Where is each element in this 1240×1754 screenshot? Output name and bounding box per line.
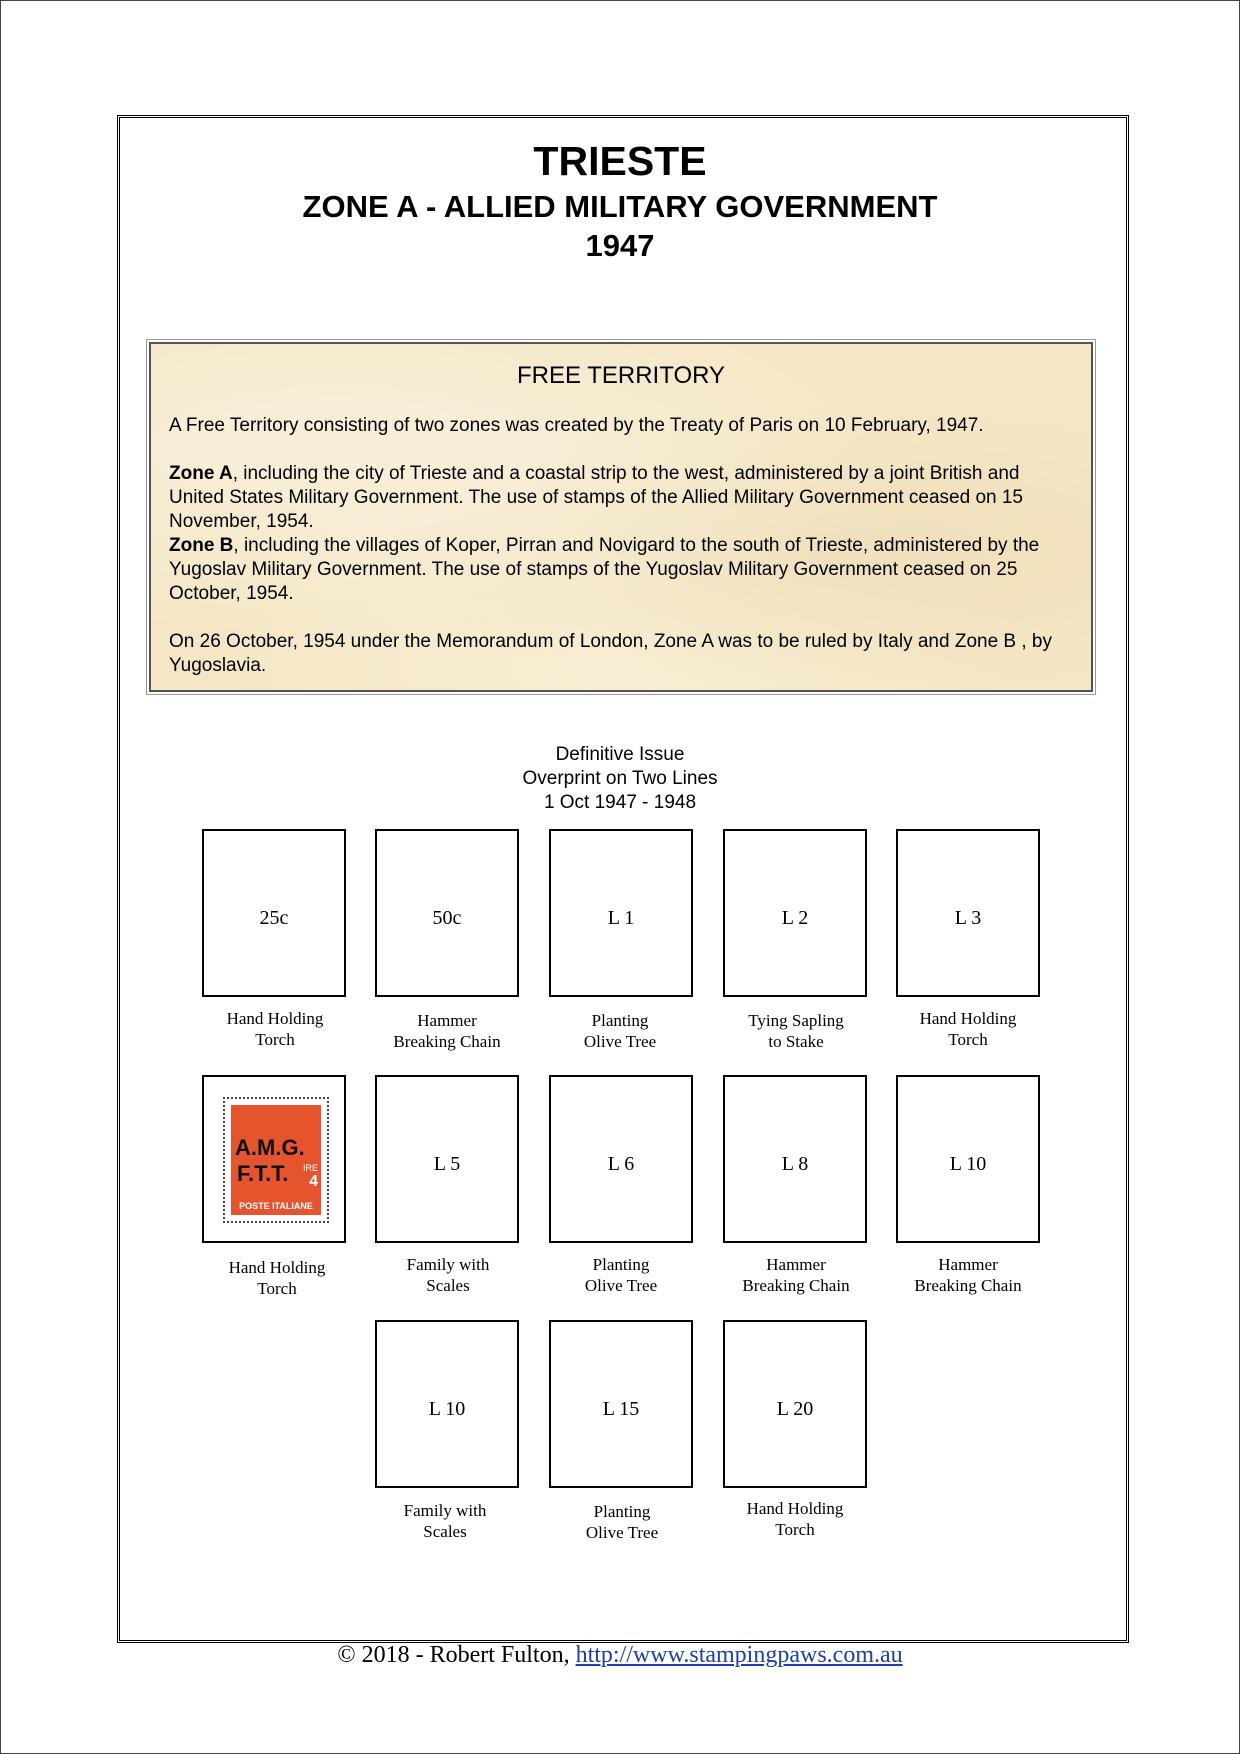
stamp-caption	[357, 1010, 537, 1052]
info-zone-a	[169, 462, 1073, 534]
caption-line: Planting	[592, 1255, 650, 1274]
stamp-denomination: L 6	[607, 1153, 635, 1175]
caption-line: Breaking Chain	[914, 1276, 1022, 1295]
footer-copyright: © 2018 - Robert Fulton,	[337, 1642, 576, 1668]
stamp-box[interactable]	[723, 1320, 867, 1488]
info-title: FREE TERRITORY	[516, 362, 726, 389]
stamp-box[interactable]	[375, 1320, 519, 1488]
free-territory-info-box	[149, 342, 1093, 692]
stamp-caption	[878, 1008, 1058, 1050]
zone-b-label: Zone B	[169, 535, 234, 556]
stamp-caption	[878, 1254, 1058, 1296]
caption-line: Scales	[426, 1276, 470, 1295]
caption-line: Family with	[403, 1501, 487, 1520]
caption-line: Hand Holding	[746, 1499, 844, 1518]
zone-a-text: , including the city of Trieste and a coastal strip to the west, administered by a joint British and United States Military Government. The use of stamps of the Allied Military Government ceased on 15 November, 1954.	[169, 463, 1023, 532]
stamp-denomination: L 10	[428, 1398, 466, 1420]
stamp-box[interactable]	[375, 1075, 519, 1243]
overprint-amg: A.M.G.	[235, 1135, 305, 1160]
caption-line: Breaking Chain	[742, 1276, 850, 1295]
caption-line: Hand Holding	[228, 1258, 326, 1277]
stamp-box[interactable]	[549, 1075, 693, 1243]
stamp-box[interactable]	[896, 829, 1040, 997]
stamp-denomination: L 20	[776, 1398, 814, 1420]
caption-line: Hammer	[938, 1255, 998, 1274]
stamp-lire: IRE	[302, 1163, 318, 1173]
zone-b-text: , including the villages of Koper, Pirran and Novigard to the south of Trieste, administered by the Yugoslav Military Government. The use of stamps of the Yugoslav Military Government ceased on 25 October, 1954.	[169, 535, 1040, 604]
stamp-denomination: L 10	[949, 1153, 987, 1175]
stamp-caption	[355, 1500, 535, 1542]
caption-line: Breaking Chain	[393, 1032, 501, 1051]
caption-line: Tying Sapling	[748, 1011, 844, 1030]
stamp-artwork	[231, 1105, 321, 1215]
stamp-box[interactable]	[202, 829, 346, 997]
info-paragraph-final: On 26 October, 1954 under the Memorandum of London, Zone A was to be ruled by Italy and Zone B , by Yugoslavia.	[169, 631, 1052, 676]
page-title: TRIESTE	[533, 138, 707, 184]
stamp-caption	[358, 1254, 538, 1296]
caption-line: Planting	[591, 1011, 649, 1030]
stamp-caption	[705, 1498, 885, 1540]
stamp-denomination: L 2	[781, 907, 809, 929]
caption-line: Family with	[406, 1255, 490, 1274]
stamp-box[interactable]	[723, 1075, 867, 1243]
issue-subtitle: Overprint on Two Lines	[522, 768, 718, 789]
stamp-poste-italiane: POSTE ITALIANE	[239, 1201, 313, 1211]
stamp-caption	[532, 1501, 712, 1543]
footer-link[interactable]: http://www.stampingpaws.com.au	[575, 1642, 903, 1668]
caption-line: Olive Tree	[583, 1032, 657, 1051]
stamp-denomination: 25c	[259, 907, 289, 929]
stamp-value: 4	[309, 1173, 318, 1190]
stamp-denomination: L 8	[781, 1153, 809, 1175]
issue-title: Definitive Issue	[555, 744, 685, 765]
stamp-caption	[185, 1008, 365, 1050]
stamp-box[interactable]	[723, 829, 867, 997]
caption-line: to Stake	[768, 1032, 824, 1051]
stamp-caption	[187, 1257, 367, 1299]
page-subtitle: ZONE A - ALLIED MILITARY GOVERNMENT	[302, 189, 938, 224]
caption-line: Olive Tree	[584, 1276, 658, 1295]
stamp-denomination: L 1	[607, 907, 635, 929]
caption-line: Olive Tree	[585, 1523, 659, 1542]
footer	[0, 1642, 1240, 1669]
caption-line: Hand Holding	[919, 1009, 1017, 1028]
stamp-box[interactable]	[549, 1320, 693, 1488]
caption-line: Hammer	[417, 1011, 477, 1030]
stamp-box[interactable]	[549, 829, 693, 997]
caption-line: Torch	[257, 1279, 297, 1298]
caption-line: Torch	[255, 1030, 295, 1049]
stamp-box[interactable]	[375, 829, 519, 997]
issue-dates: 1 Oct 1947 - 1948	[543, 792, 697, 813]
stamp-denomination: L 3	[954, 907, 982, 929]
info-paragraph-1: A Free Territory consisting of two zones was created by the Treaty of Paris on 10 February, 1947.	[169, 415, 984, 436]
stamp-denomination: L 5	[433, 1153, 461, 1175]
stamp-box[interactable]	[896, 1075, 1040, 1243]
stamp-caption	[706, 1254, 886, 1296]
stamp-caption	[531, 1254, 711, 1296]
stamp-denomination: L 15	[602, 1398, 640, 1420]
caption-line: Hand Holding	[226, 1009, 324, 1028]
stamp-caption	[530, 1010, 710, 1052]
caption-line: Planting	[593, 1502, 651, 1521]
caption-line: Torch	[948, 1030, 988, 1049]
caption-line: Scales	[423, 1522, 467, 1541]
zone-a-label: Zone A	[169, 463, 233, 484]
stamp-caption	[706, 1010, 886, 1052]
stamp-denomination: 50c	[432, 907, 462, 929]
caption-line: Torch	[775, 1520, 815, 1539]
page-year: 1947	[585, 228, 655, 263]
info-body	[169, 414, 1073, 678]
stamp-box-with-stamp[interactable]	[202, 1075, 346, 1243]
caption-line: Hammer	[766, 1255, 826, 1274]
overprint-ftt: F.T.T.	[237, 1161, 289, 1186]
info-zone-b	[169, 534, 1073, 606]
stamp-image	[223, 1097, 329, 1223]
